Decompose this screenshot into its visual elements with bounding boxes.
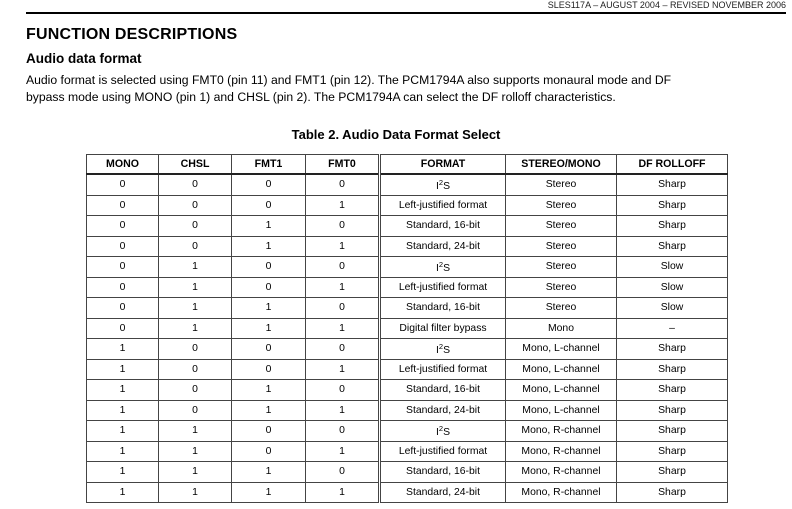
column-header: FMT1	[232, 155, 306, 175]
table-cell: Mono, R-channel	[506, 441, 617, 462]
section-title: FUNCTION DESCRIPTIONS	[26, 26, 238, 43]
table-cell: 0	[232, 277, 306, 298]
table-cell: 1	[306, 318, 380, 339]
table-cell: 0	[306, 257, 380, 278]
table-cell: 0	[232, 359, 306, 380]
table-cell: Sharp	[617, 380, 728, 401]
table-cell: 0	[232, 441, 306, 462]
table-cell: 1	[87, 441, 159, 462]
table-cell: Sharp	[617, 236, 728, 257]
table-cell: 1	[232, 236, 306, 257]
table-cell: 1	[159, 277, 232, 298]
table-cell: $I^2S$	[380, 257, 506, 278]
table-cell: Standard, 24-bit	[380, 236, 506, 257]
table-cell: 1	[159, 257, 232, 278]
table-cell: Stereo	[506, 236, 617, 257]
column-header: STEREO/MONO	[506, 155, 617, 175]
table-row	[87, 441, 728, 462]
table-cell: 1	[87, 339, 159, 360]
table-cell: Mono, R-channel	[506, 482, 617, 503]
table-cell: Standard, 16-bit	[380, 380, 506, 401]
table-cell: 1	[87, 380, 159, 401]
table-cell: 1	[306, 359, 380, 380]
table-row	[87, 195, 728, 216]
table-cell: 0	[306, 174, 380, 195]
table-cell: Standard, 16-bit	[380, 462, 506, 483]
table-cell: 0	[159, 400, 232, 421]
table-row	[87, 318, 728, 339]
table-cell: 0	[306, 380, 380, 401]
body-line-2: bypass mode using MONO (pin 1) and CHSL (pin 2). The PCM1794A can select the DF rolloff characteristics.	[26, 90, 616, 104]
table-cell: 1	[232, 482, 306, 503]
table-cell: Sharp	[617, 359, 728, 380]
table-cell: 0	[159, 339, 232, 360]
table-cell: Standard, 16-bit	[380, 216, 506, 237]
table-cell: 0	[159, 359, 232, 380]
table-row	[87, 298, 728, 319]
table-row	[87, 257, 728, 278]
table-cell: 0	[159, 174, 232, 195]
table-cell: Stereo	[506, 298, 617, 319]
table-cell: 1	[306, 236, 380, 257]
table-row	[87, 236, 728, 257]
table-cell: 1	[232, 298, 306, 319]
table-cell: Left-justified format	[380, 277, 506, 298]
table-cell: 0	[159, 380, 232, 401]
table-cell: Sharp	[617, 339, 728, 360]
table-cell: Stereo	[506, 277, 617, 298]
column-header: DF ROLLOFF	[617, 155, 728, 175]
table-row	[87, 277, 728, 298]
table-cell: 1	[159, 462, 232, 483]
column-header: FMT0	[306, 155, 380, 175]
column-header: MONO	[87, 155, 159, 175]
table-cell: 0	[306, 298, 380, 319]
table-cell: 1	[306, 482, 380, 503]
table-cell: 1	[159, 298, 232, 319]
table-cell: 1	[87, 359, 159, 380]
table-cell: Digital filter bypass	[380, 318, 506, 339]
table-cell: 0	[306, 462, 380, 483]
table-row	[87, 380, 728, 401]
table-cell: Mono, L-channel	[506, 359, 617, 380]
table-cell: 1	[159, 482, 232, 503]
table-cell: Stereo	[506, 216, 617, 237]
table-cell: Mono	[506, 318, 617, 339]
table-row	[87, 339, 728, 360]
table-cell: 0	[87, 236, 159, 257]
document-id: SLES117A – AUGUST 2004 – REVISED NOVEMBER 2006	[547, 0, 786, 10]
table-cell: 1	[306, 195, 380, 216]
table-cell: $I^2S$	[380, 421, 506, 442]
table-cell: $I^2S$	[380, 174, 506, 195]
audio-format-table	[86, 154, 728, 503]
table-cell: Slow	[617, 277, 728, 298]
table-cell: 0	[306, 339, 380, 360]
table-cell: Sharp	[617, 441, 728, 462]
table-cell: 0	[87, 257, 159, 278]
table-row	[87, 421, 728, 442]
table-cell: Stereo	[506, 257, 617, 278]
table-cell: 1	[232, 216, 306, 237]
table-header-row	[87, 155, 728, 175]
column-header: CHSL	[159, 155, 232, 175]
table-cell: Standard, 24-bit	[380, 482, 506, 503]
body-paragraph	[26, 72, 788, 106]
table-cell: Sharp	[617, 400, 728, 421]
table-cell: Sharp	[617, 216, 728, 237]
table-cell: $I^2S$	[380, 339, 506, 360]
table-cell: 0	[87, 216, 159, 237]
table-cell: 1	[232, 318, 306, 339]
subsection-title: Audio data format	[26, 51, 142, 66]
table-cell: Left-justified format	[380, 195, 506, 216]
table-cell: 0	[232, 339, 306, 360]
table-cell: Sharp	[617, 482, 728, 503]
table-cell: 0	[232, 257, 306, 278]
table-cell: 0	[87, 318, 159, 339]
table-caption: Table 2. Audio Data Format Select	[291, 127, 501, 142]
table-cell: Stereo	[506, 195, 617, 216]
table-cell: 0	[87, 298, 159, 319]
table-cell: 0	[87, 277, 159, 298]
table-cell: 0	[87, 174, 159, 195]
table-cell: 0	[306, 421, 380, 442]
table-cell: 1	[306, 441, 380, 462]
table-cell: 0	[232, 174, 306, 195]
table-cell: 0	[232, 195, 306, 216]
table-cell: 0	[306, 216, 380, 237]
table-cell: Stereo	[506, 174, 617, 195]
table-cell: 1	[306, 277, 380, 298]
table-row	[87, 462, 728, 483]
table-cell: Sharp	[617, 421, 728, 442]
table-row	[87, 359, 728, 380]
table-row	[87, 400, 728, 421]
table-cell: Sharp	[617, 174, 728, 195]
table-cell: 1	[87, 482, 159, 503]
table-row	[87, 482, 728, 503]
table-cell: Standard, 16-bit	[380, 298, 506, 319]
table-cell: Slow	[617, 257, 728, 278]
table-row	[87, 174, 728, 195]
table-cell: Left-justified format	[380, 359, 506, 380]
table-cell: Mono, R-channel	[506, 462, 617, 483]
table-cell: Sharp	[617, 462, 728, 483]
table-cell: 0	[159, 216, 232, 237]
table-cell: 1	[87, 400, 159, 421]
table-row	[87, 216, 728, 237]
table-cell: 1	[232, 462, 306, 483]
table-cell: Mono, L-channel	[506, 339, 617, 360]
table-cell: Mono, L-channel	[506, 380, 617, 401]
body-line-1: Audio format is selected using FMT0 (pin 11) and FMT1 (pin 12). The PCM1794A also supports monaural mode and DF	[26, 73, 672, 87]
table-cell: 1	[87, 462, 159, 483]
table-cell: Standard, 24-bit	[380, 400, 506, 421]
table-cell: 0	[159, 236, 232, 257]
table-cell: –	[617, 318, 728, 339]
table-cell: Left-justified format	[380, 441, 506, 462]
table-cell: 1	[306, 400, 380, 421]
column-header: FORMAT	[380, 155, 506, 175]
table-cell: 1	[232, 400, 306, 421]
table-cell: Mono, L-channel	[506, 400, 617, 421]
header-rule	[26, 12, 786, 14]
table-cell: Sharp	[617, 195, 728, 216]
table-cell: 0	[87, 195, 159, 216]
table-cell: 1	[159, 421, 232, 442]
table-cell: 1	[232, 380, 306, 401]
table-cell: 1	[87, 421, 159, 442]
table-cell: 1	[159, 318, 232, 339]
table-cell: 1	[159, 441, 232, 462]
table-cell: Mono, R-channel	[506, 421, 617, 442]
table-cell: Slow	[617, 298, 728, 319]
table-cell: 0	[232, 421, 306, 442]
table-cell: 0	[159, 195, 232, 216]
